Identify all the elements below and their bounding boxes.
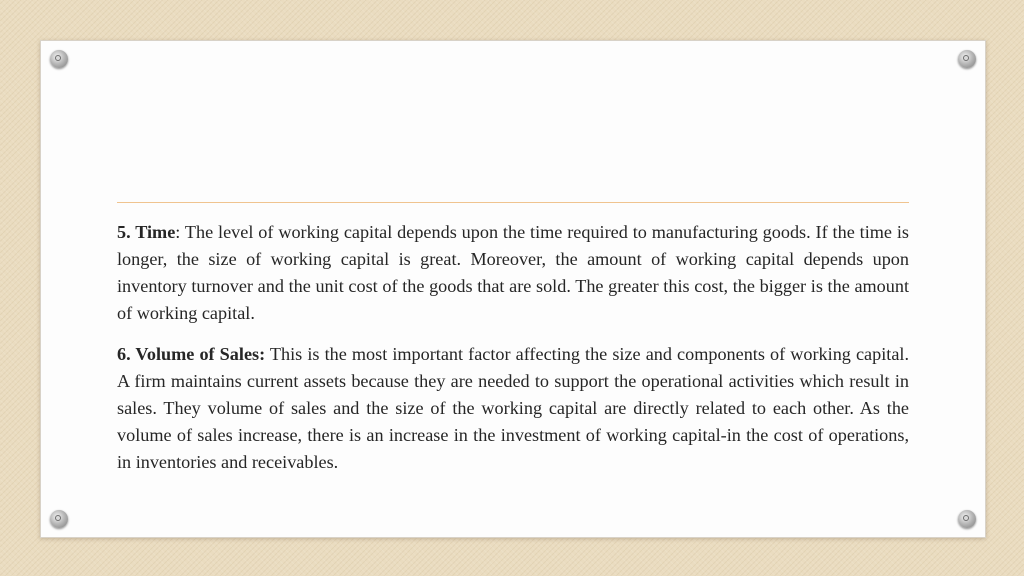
slide-body xyxy=(117,219,909,476)
pin-icon xyxy=(50,510,68,528)
paragraph-heading: 6. Volume of Sales: xyxy=(117,344,266,364)
paragraph-text: The level of working capital depends upon the time required to manufacturing goods. If the time is longer, the size of working capital is great. Moreover, the amount of working capital depends upon inventory turnover and the unit cost of the goods that are sold. The greater this cost, the bigger is the amount of working capital. xyxy=(117,222,909,323)
slide-card xyxy=(40,40,986,538)
paragraph-text: This is the most important factor affecting the size and components of working capital. A firm maintains current assets because they are needed to support the operational activities which result in sales. They volume of sales and the size of the working capital are directly related to each other. As the volume of sales increase, there is an increase in the investment of working capital-in the cost of operations, in inventories and receivables. xyxy=(117,344,909,472)
pin-icon xyxy=(50,50,68,68)
heading-separator: : xyxy=(175,222,181,242)
paragraph-time xyxy=(117,219,909,327)
paragraph-heading: 5. Time xyxy=(117,222,176,242)
paragraph-volume-of-sales xyxy=(117,341,909,476)
pin-icon xyxy=(958,510,976,528)
pin-icon xyxy=(958,50,976,68)
title-divider xyxy=(117,202,909,203)
